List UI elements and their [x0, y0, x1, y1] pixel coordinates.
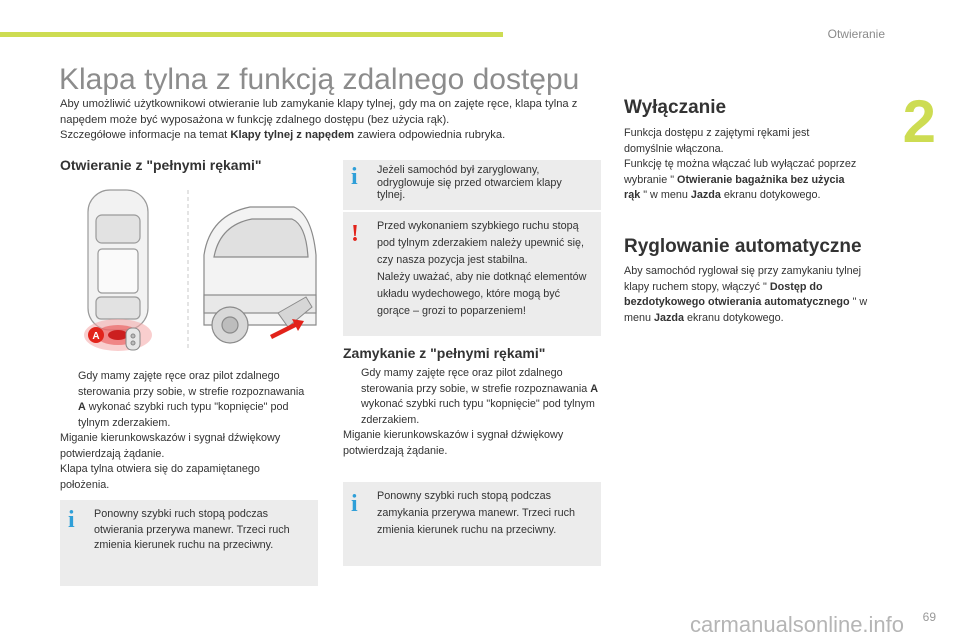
watermark: carmanualsonline.info: [690, 612, 905, 637]
car-illustration: [80, 185, 328, 355]
heading-disable: Wyłączanie: [624, 97, 727, 118]
opening-text: [60, 369, 312, 493]
intro-line-1: Aby umożliwić użytkownikowi otwieranie lub zamykanie klapy tylnej, gdy ma on zajęte ręce, klapa tylna z napędem może być wyposażona w funkcję zdalnego dostępu (bez użycia rąk).: [60, 98, 578, 126]
disable-text: [624, 126, 860, 204]
info-box-closing: [343, 482, 601, 566]
opening-para-2: Klapa tylna otwiera się do zapamiętanego położenia.: [60, 463, 260, 491]
info-box-opening: [60, 500, 318, 586]
disable-para-2: Funkcję tę można włączać lub wyłączać poprzez wybranie " Otwieranie bagażnika bez użycia rąk " w menu Jazda ekranu dotykowego.: [624, 158, 857, 201]
page-title: Klapa tylna z funkcją zdalnego dostępu: [59, 63, 580, 96]
opening-bullet: Gdy mamy zajęte ręce oraz pilot zdalnego sterowania przy sobie, w strefie rozpoznawania A wykonać szybki ruch typu "kopnięcie" pod tylnym zderzakiem.: [78, 370, 305, 429]
warning-para-2: Należy uważać, aby nie dotknąć elementów układu wydechowego, które mogą być gorące – grozi to poparzeniem!: [377, 271, 587, 317]
intro-text: [60, 97, 608, 144]
heading-autolock: Ryglowanie automatyczne: [624, 236, 862, 257]
closing-bullet: Gdy mamy zajęte ręce oraz pilot zdalnego sterowania przy sobie, w strefie rozpoznawania A wykonać szybki ruch typu "kopnięcie" pod tylnym zderzakiem.: [361, 367, 599, 426]
info-locked-text: Jeżeli samochód był zaryglowany, odryglowuje się przed otwarciem klapy tylnej.: [377, 164, 562, 201]
intro-line-2-pre: Szczegółowe informacje na temat: [60, 129, 231, 141]
info-closing-text: Ponowny szybki ruch stopą podczas zamykania przerywa manewr. Trzeci ruch zmienia kierunek ruchu na przeciwny.: [377, 490, 576, 536]
zone-label-a: A: [92, 331, 100, 342]
header-accent-bar: [0, 32, 503, 37]
autolock-para: Aby samochód ryglował się przy zamykaniu tylnej klapy ruchem stopy, włączyć " Dostęp do bezdotykowego otwierania automatycznego " w menu Jazda ekranu dotykowego.: [624, 265, 868, 324]
autolock-text: [624, 264, 886, 326]
info-icon: i: [351, 491, 358, 517]
page-number: 69: [922, 610, 936, 624]
intro-link-tailgate: Klapy tylnej z napędem: [230, 129, 355, 141]
info-box-locked: [343, 160, 601, 210]
info-opening-text: Ponowny szybki ruch stopą podczas otwierania przerywa manewr. Trzeci ruch zmienia kierunek ruchu na przeciwny.: [94, 508, 290, 551]
info-icon: i: [68, 507, 75, 533]
closing-text: [343, 366, 601, 459]
warning-box: [343, 212, 601, 336]
chapter-number: 2: [902, 88, 936, 155]
warning-para-1: Przed wykonaniem szybkiego ruchu stopą pod tylnym zderzakiem należy upewnić się, czy nasza pozycja jest stabilna.: [377, 220, 585, 266]
opening-para-1: Miganie kierunkowskazów i sygnał dźwiękowy potwierdzają żądanie.: [60, 432, 281, 460]
closing-para-1: Miganie kierunkowskazów i sygnał dźwiękowy potwierdzają żądanie.: [343, 429, 564, 457]
intro-line-2-post: zawiera odpowiednia rubryka.: [354, 129, 506, 141]
heading-closing: Zamykanie z "pełnymi rękami": [343, 345, 546, 361]
disable-para-1: Funkcja dostępu z zajętymi rękami jest domyślnie włączona.: [624, 127, 810, 155]
warning-text: [377, 218, 593, 320]
warning-icon: !: [351, 221, 359, 247]
car-top-view-icon: [88, 190, 148, 330]
section-name: Otwieranie: [827, 27, 885, 41]
info-icon: i: [351, 164, 358, 190]
heading-opening: Otwieranie z "pełnymi rękami": [60, 157, 262, 173]
key-fob-icon: [126, 328, 140, 350]
